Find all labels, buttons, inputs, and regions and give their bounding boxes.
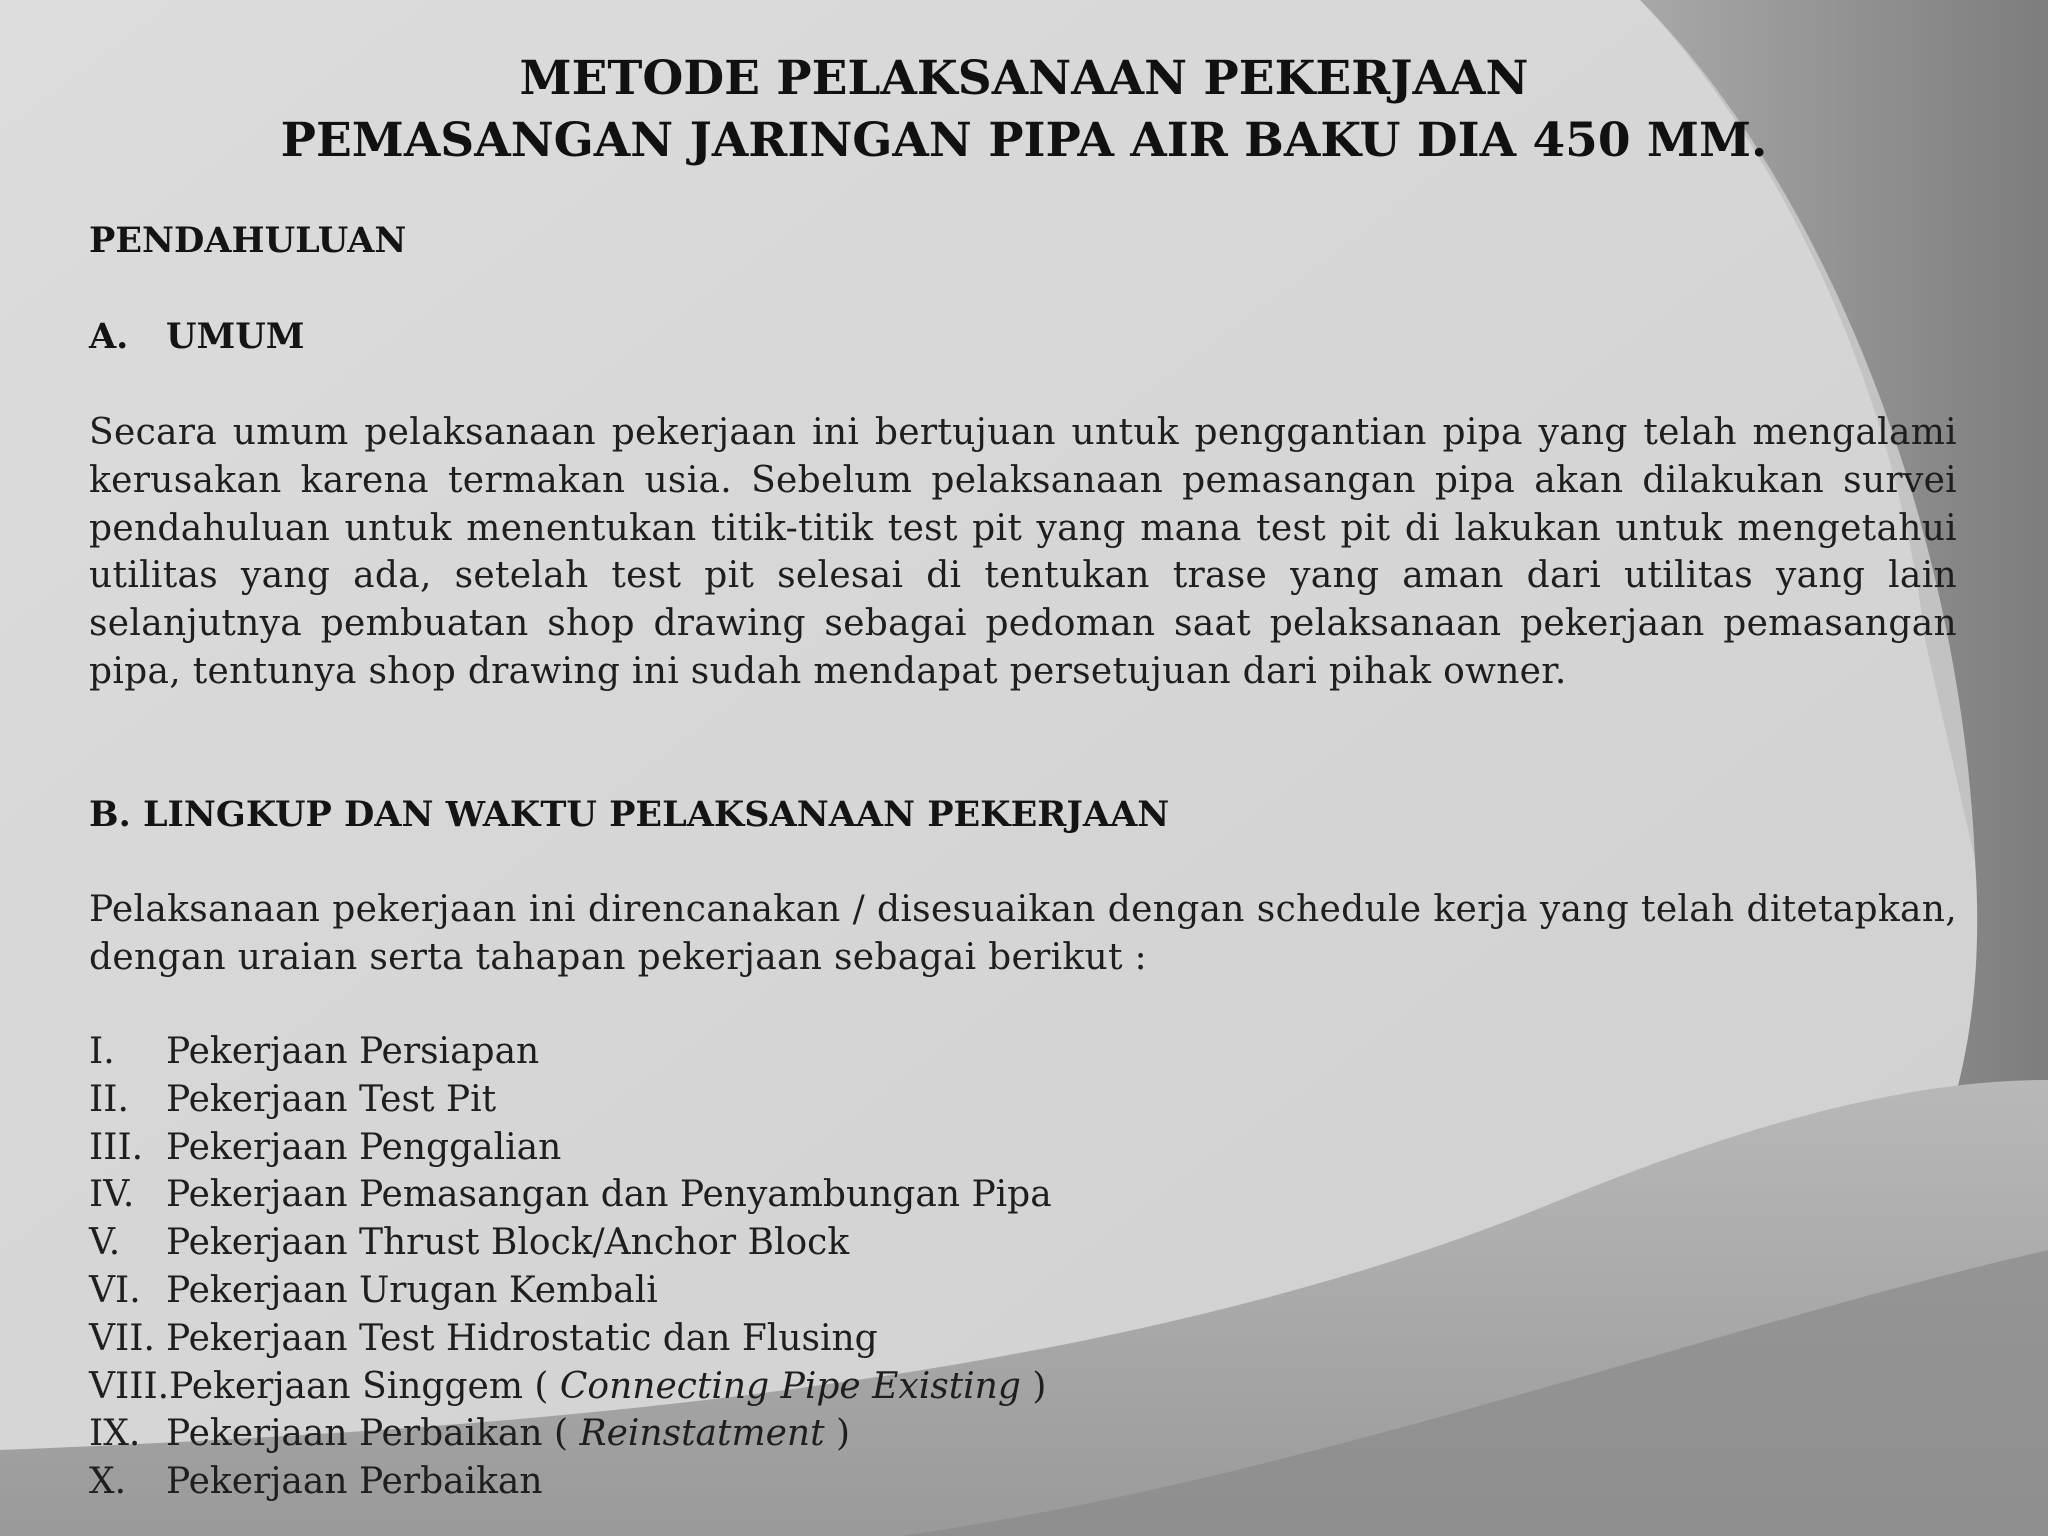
list-item-numeral: X.: [89, 1461, 127, 1503]
section-a-heading: [89, 313, 305, 361]
section-b-heading: B. LINGKUP DAN WAKTU PELAKSANAAN PEKERJAAN: [89, 794, 1170, 835]
intro-heading: PENDAHULUAN: [89, 220, 407, 261]
list-item-numeral: V.: [89, 1222, 121, 1264]
list-item-suffix: ): [824, 1413, 851, 1455]
list-item: [89, 1076, 1052, 1124]
list-item-numeral: VIII.: [89, 1365, 170, 1407]
list-item: [89, 1410, 1052, 1458]
list-item: [89, 1171, 1052, 1219]
title-line-1: METODE PELAKSANAAN PEKERJAAN: [519, 51, 1529, 106]
list-item: [89, 1458, 1052, 1506]
title-line-2: PEMASANGAN JARINGAN PIPA AIR BAKU DIA 450 MM.: [280, 113, 1768, 168]
list-item-text: Pekerjaan Singgem (: [169, 1365, 560, 1407]
list-item-numeral: VII.: [89, 1317, 155, 1359]
section-a-title: UMUM: [166, 316, 305, 357]
list-item-numeral: II.: [89, 1078, 129, 1120]
list-item-text: Pekerjaan Test Hidrostatic dan Flusing: [166, 1317, 878, 1359]
list-item: [89, 1124, 1052, 1172]
work-items-list: [89, 1028, 1052, 1506]
list-item-text: Pekerjaan Perbaikan: [166, 1461, 543, 1503]
list-item-text: Pekerjaan Urugan Kembali: [166, 1269, 658, 1311]
list-item-numeral: IX.: [89, 1413, 141, 1455]
list-item-numeral: IV.: [89, 1174, 135, 1216]
section-b-paragraph: Pelaksanaan pekerjaan ini direncanakan / disesuaikan dengan schedule kerja yang telah ditetapkan, dengan uraian serta tahapan pekerjaan sebagai berikut :: [89, 889, 1957, 978]
list-item-suffix: ): [1020, 1365, 1047, 1407]
list-item: [89, 1219, 1052, 1267]
section-a-paragraph: Secara umum pelaksanaan pekerjaan ini bertujuan untuk penggantian pipa yang telah mengalami kerusakan karena termakan usia. Sebelum pelaksanaan pemasangan pipa akan dilakukan survei pendahuluan untuk menentukan titik-titik test pit yang mana test pit di lakukan untuk mengetahui utilitas yang ada, setelah test pit selesai di tentukan trase yang aman dari utilitas yang lain selanjutnya pembuatan shop drawing sebagai pedoman saat pelaksanaan pekerjaan pemasangan pipa, tentunya shop drawing ini sudah mendapat persetujuan dari pihak owner.: [89, 412, 1957, 692]
slide-title: [0, 48, 2048, 172]
section-a-number: A.: [89, 316, 129, 357]
list-item-text: Pekerjaan Penggalian: [166, 1126, 562, 1168]
list-item-numeral: I.: [89, 1031, 115, 1072]
list-item: [89, 1363, 1052, 1411]
list-item-text: Pekerjaan Thrust Block/Anchor Block: [166, 1222, 850, 1264]
list-item-text: Pekerjaan Pemasangan dan Penyambungan Pipa: [166, 1174, 1052, 1216]
list-item-text: Pekerjaan Perbaikan (: [166, 1413, 580, 1455]
list-item-numeral: VI.: [89, 1269, 141, 1311]
list-item-italic: Reinstatment: [579, 1413, 825, 1455]
list-item: [89, 1267, 1052, 1315]
list-item-numeral: III.: [89, 1126, 144, 1168]
list-item-italic: Connecting Pipe Existing: [559, 1365, 1021, 1407]
list-item: [89, 1315, 1052, 1363]
list-item-text: Pekerjaan Test Pit: [166, 1078, 497, 1120]
list-item-text: Pekerjaan Persiapan: [166, 1031, 540, 1072]
list-item: [89, 1028, 1052, 1076]
